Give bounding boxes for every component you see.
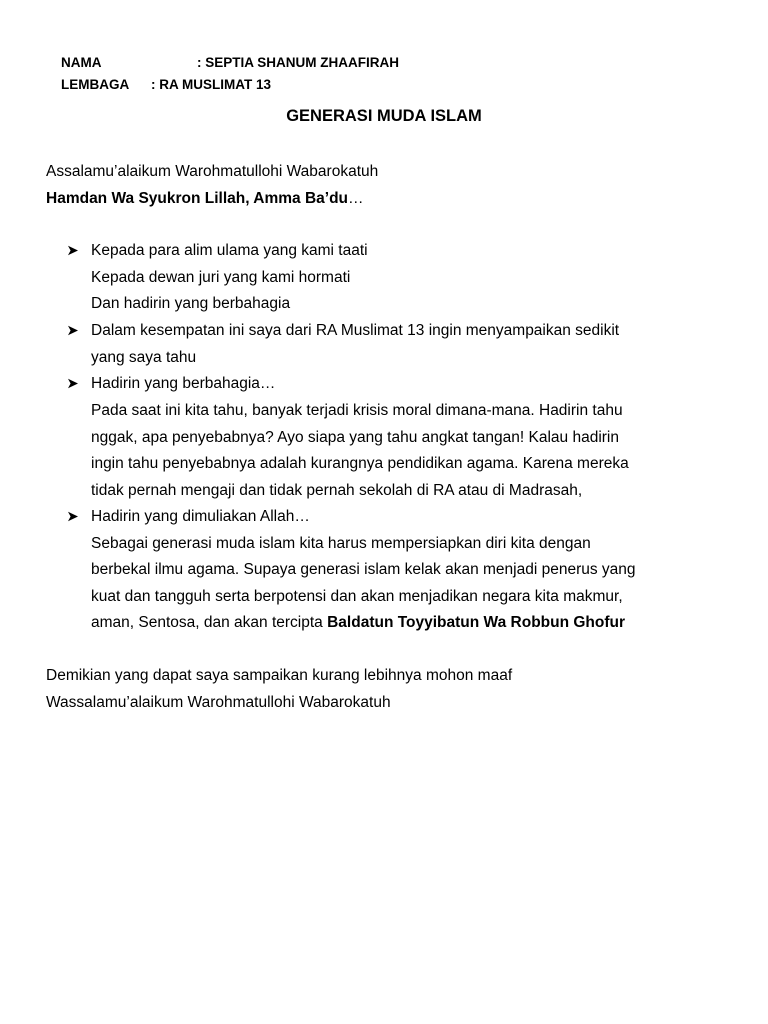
- list-item-line: ingin tahu penyebabnya adalah kurangnya pendidikan agama. Karena mereka: [91, 455, 629, 472]
- list-item-line: kuat dan tangguh serta berpotensi dan akan menjadikan negara kita makmur,: [91, 588, 623, 605]
- nama-value: : SEPTIA SHANUM ZHAAFIRAH: [197, 55, 400, 70]
- arrow-bullet-icon: [67, 321, 81, 336]
- lembaga-label: LEMBAGA: [61, 77, 130, 92]
- last-line-bold: Baldatun Toyyibatun Wa Robbun Ghofur: [327, 614, 626, 631]
- list-item-line: [91, 613, 625, 633]
- list-item-line: Sebagai generasi muda islam kita harus mempersiapkan diri kita dengan: [91, 535, 591, 552]
- list-item-line: Kepada dewan juri yang kami hormati: [91, 269, 351, 286]
- opening-bold-text: Hamdan Wa Syukron Lillah, Amma Ba’du: [46, 190, 349, 207]
- list-item-line: Dan hadirin yang berbahagia: [91, 295, 291, 312]
- list-item-line: berbekal ilmu agama. Supaya generasi islam kelak akan menjadi penerus yang: [91, 561, 636, 578]
- list-item-line: tidak pernah mengaji dan tidak pernah sekolah di RA atau di Madrasah,: [91, 482, 583, 499]
- lembaga-value: : RA MUSLIMAT 13: [151, 77, 272, 92]
- list-item-line: Hadirin yang berbahagia…: [91, 375, 276, 392]
- nama-label: NAMA: [61, 55, 102, 70]
- page-title: GENERASI MUDA ISLAM: [286, 107, 482, 125]
- header-lembaga-row: [46, 61, 271, 109]
- list-item-line: nggak, apa penyebabnya? Ayo siapa yang tahu angkat tangan! Kalau hadirin: [91, 429, 619, 446]
- opening-suffix: …: [348, 190, 364, 207]
- list-item-line: yang saya tahu: [91, 349, 197, 366]
- closing-line: Demikian yang dapat saya sampaikan kurang lebihnya mohon maaf: [46, 667, 513, 684]
- closing-line: Wassalamu’alaikum Warohmatullohi Wabarokatuh: [46, 694, 391, 711]
- arrow-bullet-icon: [67, 374, 81, 389]
- opening-line: [46, 189, 364, 209]
- list-item-line: Pada saat ini kita tahu, banyak terjadi krisis moral dimana-mana. Hadirin tahu: [91, 402, 623, 419]
- list-item-line: Kepada para alim ulama yang kami taati: [91, 242, 368, 259]
- list-item-line: Hadirin yang dimuliakan Allah…: [91, 508, 310, 525]
- last-line-prefix: aman, Sentosa, dan akan tercipta: [91, 614, 328, 631]
- arrow-bullet-icon: [67, 507, 81, 522]
- list-item-line: Dalam kesempatan ini saya dari RA Muslimat 13 ingin menyampaikan sedikit: [91, 322, 620, 339]
- greeting-line: Assalamu’alaikum Warohmatullohi Wabarokatuh: [46, 163, 379, 180]
- arrow-bullet-icon: [67, 241, 81, 256]
